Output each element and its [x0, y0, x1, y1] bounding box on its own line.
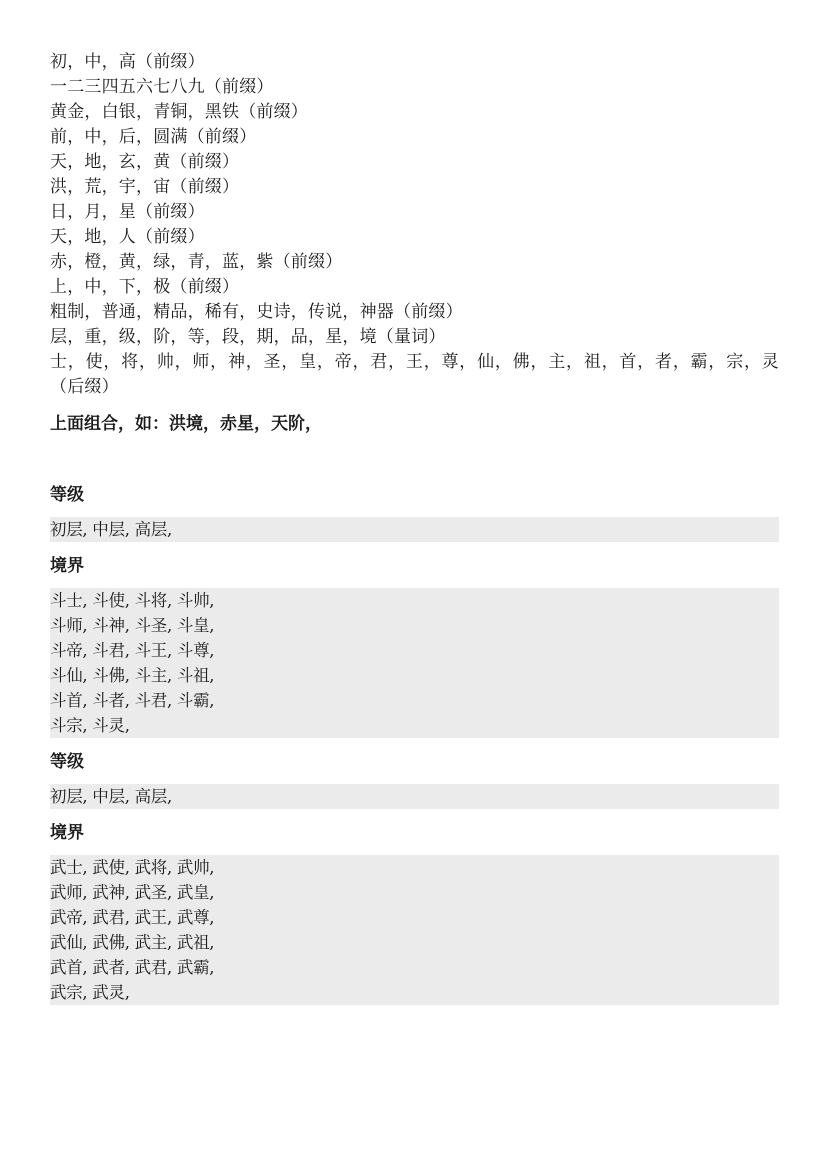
prefix-list: [50, 50, 779, 400]
block-row: 武仙, 武佛, 武主, 武祖,: [50, 933, 215, 952]
block-row: 武师, 武神, 武圣, 武皇,: [50, 883, 215, 902]
combination-note: 上面组合，如：洪境，赤星，天阶，: [50, 414, 322, 434]
prefix-line-9: 赤，橙，黄，绿，青，蓝，紫（前缀）: [50, 252, 343, 272]
document-page: [50, 50, 779, 1005]
code-block-level-2: [50, 784, 779, 809]
code-block-realm-2: [50, 855, 779, 1005]
block-row: 武宗, 武灵,: [50, 983, 130, 1002]
prefix-line-5: 天，地，玄，黄（前缀）: [50, 152, 240, 172]
prefix-line-2: 一二三四五六七八九（前缀）: [50, 77, 274, 97]
suffix-line: 士，使，将，帅，师，神，圣，皇，帝，君，王，尊，仙，佛，主，祖，首，者，霸，宗，灵（后缀）: [50, 352, 779, 397]
block-row: 斗宗, 斗灵,: [50, 716, 130, 735]
block-row: 初层, 中层, 高层,: [50, 787, 172, 806]
block-row: 斗师, 斗神, 斗圣, 斗皇,: [50, 616, 215, 635]
section-heading-level-2: 等级: [50, 752, 84, 772]
code-block-level: [50, 517, 779, 542]
prefix-line-6: 洪，荒，宇，宙（前缀）: [50, 177, 240, 197]
code-block-realm: [50, 588, 779, 738]
block-row: 初层, 中层, 高层,: [50, 520, 172, 539]
block-row: 斗帝, 斗君, 斗王, 斗尊,: [50, 641, 215, 660]
prefix-line-11: 粗制，普通，精品，稀有，史诗，传说，神器（前缀）: [50, 302, 463, 322]
section-heading-realm-2: 境界: [50, 823, 84, 843]
section-heading-level: 等级: [50, 485, 84, 505]
block-row: 武士, 武使, 武将, 武帅,: [50, 858, 215, 877]
prefix-line-7: 日，月，星（前缀）: [50, 202, 205, 222]
block-row: 斗仙, 斗佛, 斗主, 斗祖,: [50, 666, 215, 685]
measure-word-line: 层，重，级，阶，等，段，期，品，星，境（量词）: [50, 327, 446, 347]
block-row: 武帝, 武君, 武王, 武尊,: [50, 908, 215, 927]
section-heading-realm: 境界: [50, 556, 84, 576]
prefix-line-10: 上，中，下，极（前缀）: [50, 277, 240, 297]
block-row: 武首, 武者, 武君, 武霸,: [50, 958, 215, 977]
block-row: 斗士, 斗使, 斗将, 斗帅,: [50, 591, 215, 610]
prefix-line-3: 黄金，白银，青铜，黑铁（前缀）: [50, 102, 308, 122]
prefix-line-1: 初，中，高（前缀）: [50, 52, 205, 72]
prefix-line-4: 前，中，后，圆满（前缀）: [50, 127, 257, 147]
prefix-line-8: 天，地，人（前缀）: [50, 227, 205, 247]
block-row: 斗首, 斗者, 斗君, 斗霸,: [50, 691, 215, 710]
